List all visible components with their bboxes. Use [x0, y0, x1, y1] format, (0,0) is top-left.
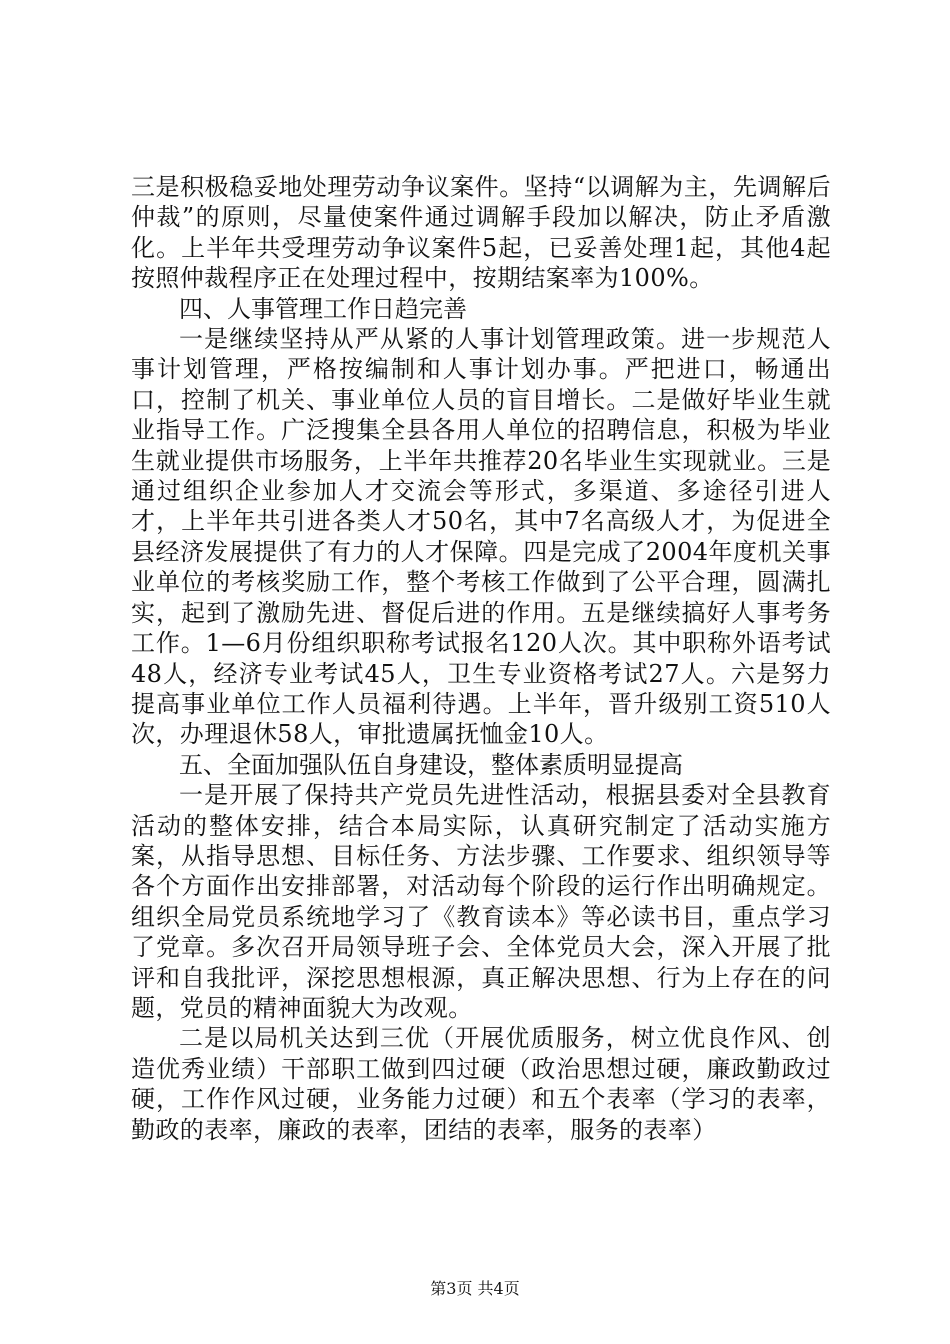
paragraph-labor-disputes: 三是积极稳妥地处理劳动争议案件。坚持“以调解为主，先调解后仲裁”的原则，尽量使案件通过调解手段加以解决，防止矛盾激化。上半年共受理劳动争议案件5起，已妥善处理1起，其他4起按照仲裁程序正在处理过程中，按期结案率为100%。: [131, 173, 831, 293]
document-body: [131, 172, 831, 1145]
paragraph-party-activity: 一是开展了保持共产党员先进性活动，根据县委对全县教育活动的整体安排，结合本局实际，认真研究制定了活动实施方案，从指导思想、目标任务、方法步骤、工作要求、组织领导等各个方面作出安排部署，对活动每个阶段的运行作出明确规定。组织全局党员系统地学习了《教育读本》等必读书目，重点学习了党章。多次召开局领导班子会、全体党员大会，深入开展了批评和自我批评，深挖思想根源，真正解决思想、行为上存在的问题，党员的精神面貌大为改观。: [131, 781, 831, 1022]
paragraph-three-excellences: 二是以局机关达到三优（开展优质服务，树立优良作风、创造优秀业绩）干部职工做到四过硬（政治思想过硬，廉政勤政过硬，工作作风过硬，业务能力过硬）和五个表率（学习的表率，勤政的表率，廉政的表率，团结的表率，服务的表率）: [131, 1024, 831, 1144]
section-heading-personnel: 四、人事管理工作日趋完善: [179, 294, 467, 323]
section-heading-team-building: 五、全面加强队伍自身建设，整体素质明显提高: [179, 750, 683, 779]
page-number-footer: 第3页 共4页: [430, 1279, 520, 1298]
paragraph-personnel-management: 一是继续坚持从严从紧的人事计划管理政策。进一步规范人事计划管理，严格按编制和人事计划办事。严把进口，畅通出口，控制了机关、事业单位人员的盲目增长。二是做好毕业生就业指导工作。广泛搜集全县各用人单位的招聘信息，积极为毕业生就业提供市场服务，上半年共推荐20名毕业生实现就业。三是通过组织企业参加人才交流会等形式，多渠道、多途径引进人才，上半年共引进各类人才50名，其中7名高级人才，为促进全县经济发展提供了有力的人才保障。四是完成了2004年度机关事业单位的考核奖励工作，整个考核工作做到了公平合理，圆满扎实，起到了激励先进、督促后进的作用。五是继续搞好人事考务工作。1—6月份组织职称考试报名120人次。其中职称外语考试48人，经济专业考试45人，卫生专业资格考试27人。六是努力提高事业单位工作人员福利待遇。上半年，晋升级别工资510人次，办理退休58人，审批遗属抚恤金10人。: [131, 325, 831, 749]
